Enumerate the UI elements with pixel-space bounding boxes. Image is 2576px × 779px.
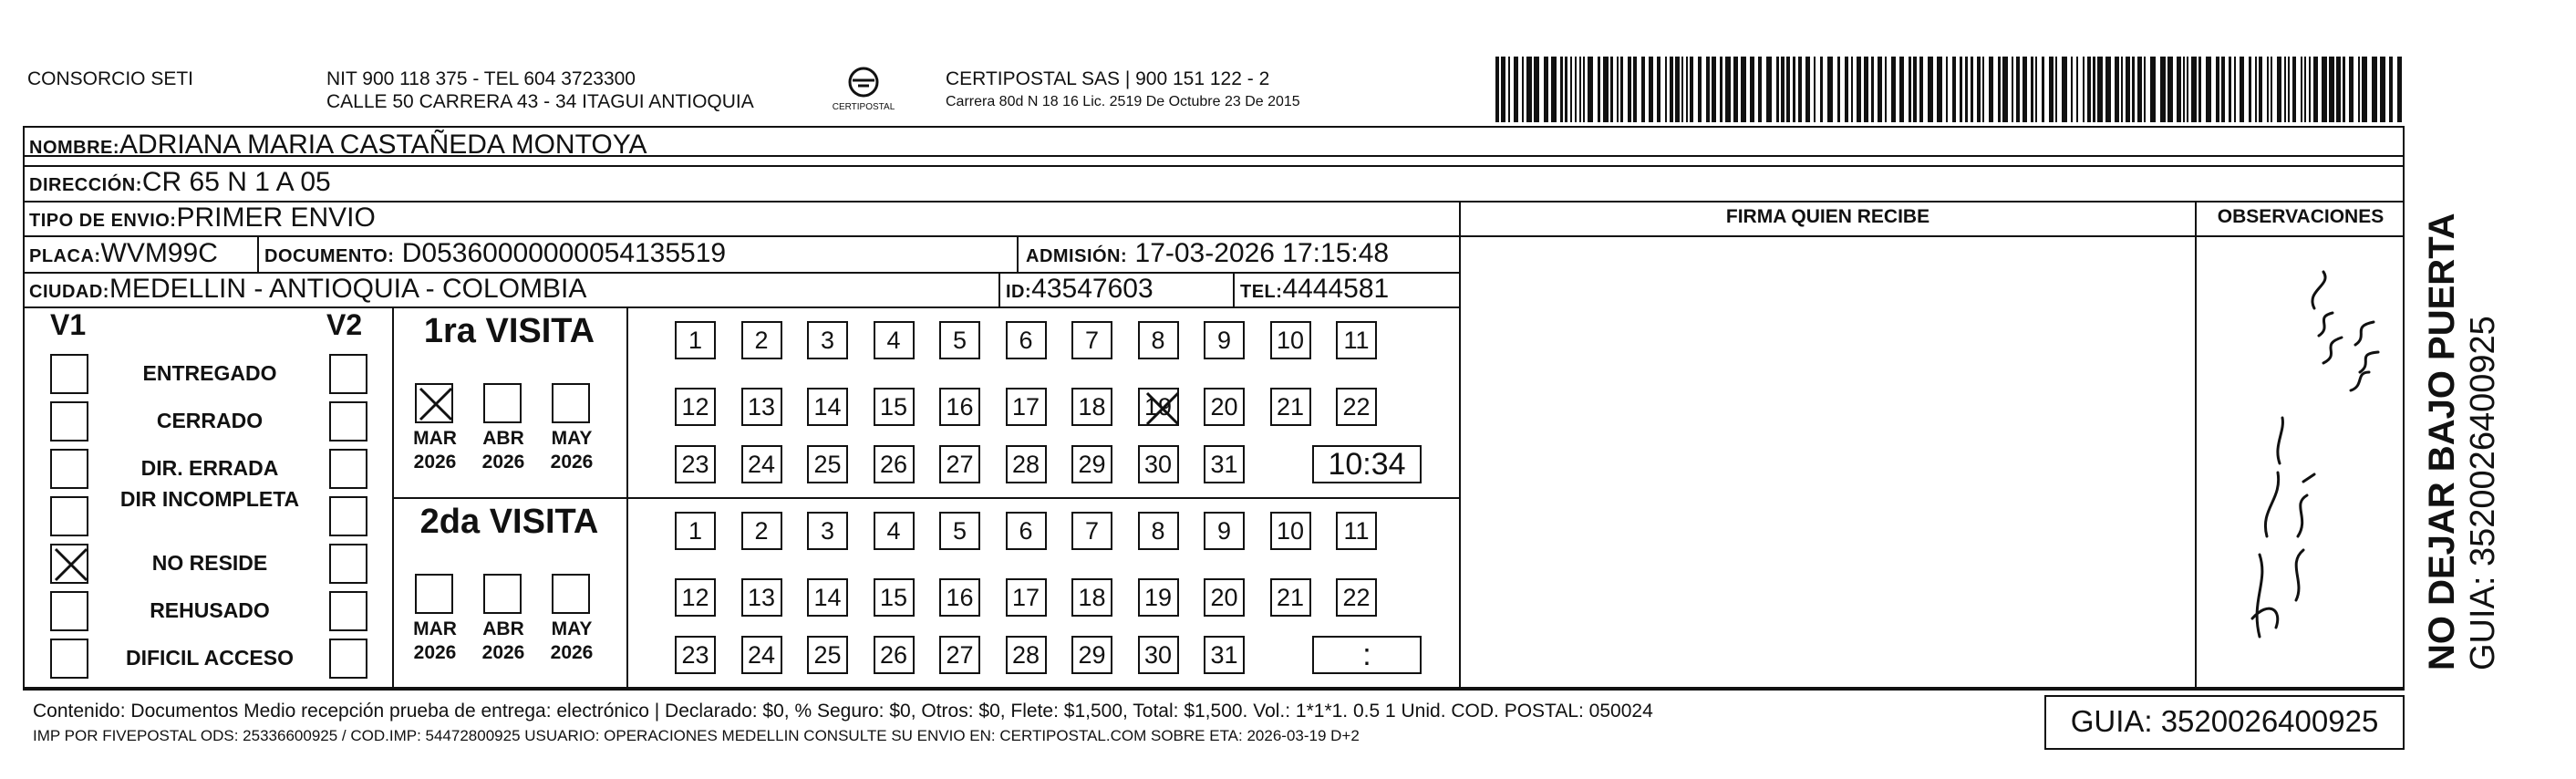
day-cell[interactable]: 5 bbox=[939, 512, 980, 550]
month-checkbox[interactable] bbox=[415, 383, 453, 423]
v2-label: V2 bbox=[326, 308, 363, 341]
nit-line: NIT 900 118 375 - TEL 604 3723300 bbox=[326, 68, 636, 89]
direccion-label: DIRECCIÓN: bbox=[29, 175, 142, 195]
status-label: DIR. ERRADA bbox=[140, 456, 279, 480]
day-cell[interactable]: 13 bbox=[741, 388, 782, 426]
direccion-value: CR 65 N 1 A 05 bbox=[141, 167, 331, 197]
contenido-line: Contenido: Documentos Medio recepción prueba de entrega: electrónico | Declarado: $0, % Seguro: $0, Otros: $0, Flete: $1,500, Total: $1,500. Vol.: 1*1*1. 0.5 1 Unid. COD. POSTAL: 050024 bbox=[33, 701, 1653, 722]
day-cell[interactable]: 9 bbox=[1204, 512, 1245, 550]
visit-title: 2da VISITA bbox=[419, 503, 599, 541]
day-cell[interactable]: 10 bbox=[1270, 321, 1311, 359]
day-cell[interactable]: 2 bbox=[741, 512, 782, 550]
year-label: 2026 bbox=[550, 642, 594, 663]
day-cell[interactable]: 11 bbox=[1336, 512, 1377, 550]
day-cell[interactable]: 25 bbox=[807, 636, 848, 674]
day-cell[interactable]: 17 bbox=[1006, 578, 1047, 617]
v1-label: V1 bbox=[50, 308, 87, 341]
side-text bbox=[2421, 213, 2503, 670]
month-label: MAR bbox=[413, 618, 457, 639]
day-cell[interactable]: 7 bbox=[1071, 512, 1112, 550]
license-line: Carrera 80d N 18 16 Lic. 2519 De Octubre 23 De 2015 bbox=[946, 94, 1300, 109]
year-label: 2026 bbox=[413, 452, 457, 473]
documento-row bbox=[264, 238, 726, 272]
day-cell[interactable]: 19 bbox=[1138, 578, 1179, 617]
day-cell[interactable]: 28 bbox=[1006, 445, 1047, 483]
day-cell[interactable]: 9 bbox=[1204, 321, 1245, 359]
day-cell[interactable]: 16 bbox=[939, 578, 980, 617]
v1-checkbox[interactable] bbox=[50, 591, 88, 631]
tel-value: 4444581 bbox=[1282, 274, 1390, 304]
day-cell[interactable]: 29 bbox=[1071, 445, 1112, 483]
day-cell[interactable]: 24 bbox=[741, 636, 782, 674]
month-label: MAY bbox=[551, 618, 593, 639]
day-cell[interactable]: 21 bbox=[1270, 388, 1311, 426]
ciudad-value: MEDELLIN - ANTIOQUIA - COLOMBIA bbox=[109, 274, 587, 304]
day-cell[interactable]: 2 bbox=[741, 321, 782, 359]
direccion-row bbox=[29, 167, 331, 201]
tipo-label: TIPO DE ENVIO: bbox=[29, 211, 177, 231]
year-label: 2026 bbox=[413, 642, 457, 663]
day-cell[interactable]: 15 bbox=[874, 578, 915, 617]
v1-checkbox[interactable] bbox=[50, 354, 88, 394]
day-cell[interactable]: 4 bbox=[874, 512, 915, 550]
nombre-row bbox=[29, 130, 647, 163]
placa-row bbox=[29, 238, 218, 272]
certipostal-logo bbox=[825, 64, 902, 115]
id-value: 43547603 bbox=[1031, 274, 1154, 304]
guia-footer: GUIA: 3520026400925 bbox=[2070, 704, 2379, 738]
day-cell[interactable]: 4 bbox=[874, 321, 915, 359]
day-cell[interactable]: 27 bbox=[939, 636, 980, 674]
admision-row bbox=[1026, 238, 1389, 272]
nombre-label: NOMBRE: bbox=[29, 138, 120, 158]
day-cell[interactable]: 7 bbox=[1071, 321, 1112, 359]
day-cell[interactable]: 27 bbox=[939, 445, 980, 483]
tel-row bbox=[1240, 274, 1389, 307]
v2-checkbox[interactable] bbox=[329, 449, 367, 489]
day-cell[interactable]: 11 bbox=[1336, 321, 1377, 359]
status-label: CERRADO bbox=[156, 409, 264, 432]
observaciones-label: OBSERVACIONES bbox=[2217, 206, 2385, 227]
svg-text:CERTIPOSTAL: CERTIPOSTAL bbox=[832, 102, 895, 112]
status-label: REHUSADO bbox=[150, 598, 270, 622]
month-label: ABR bbox=[482, 618, 524, 639]
day-cell[interactable]: 30 bbox=[1138, 445, 1179, 483]
v1-checkbox[interactable] bbox=[50, 639, 88, 679]
day-cell[interactable]: 8 bbox=[1138, 321, 1179, 359]
month-label: MAY bbox=[551, 428, 593, 449]
tel-label: TEL: bbox=[1240, 282, 1283, 302]
day-cell[interactable]: 29 bbox=[1071, 636, 1112, 674]
v2-checkbox[interactable] bbox=[329, 591, 367, 631]
v1-checkbox[interactable] bbox=[50, 544, 88, 584]
month-label: ABR bbox=[482, 428, 524, 449]
day-cell[interactable]: 31 bbox=[1204, 445, 1245, 483]
status-label: NO RESIDE bbox=[151, 551, 268, 575]
v1-checkbox[interactable] bbox=[50, 496, 88, 536]
v2-checkbox[interactable] bbox=[329, 496, 367, 536]
day-cell[interactable]: 12 bbox=[675, 578, 716, 617]
placa-label: PLACA: bbox=[29, 246, 101, 266]
year-label: 2026 bbox=[550, 452, 594, 473]
day-cell[interactable]: 17 bbox=[1006, 388, 1047, 426]
v1-checkbox[interactable] bbox=[50, 401, 88, 441]
day-cell[interactable]: 3 bbox=[807, 321, 848, 359]
day-cell[interactable]: 20 bbox=[1204, 578, 1245, 617]
day-cell[interactable]: 5 bbox=[939, 321, 980, 359]
visit-time[interactable]: : bbox=[1312, 636, 1422, 674]
documento-label: DOCUMENTO: bbox=[264, 246, 395, 266]
month-checkbox[interactable] bbox=[552, 383, 590, 423]
day-cell[interactable]: 21 bbox=[1270, 578, 1311, 617]
day-cell[interactable]: 10 bbox=[1270, 512, 1311, 550]
imp-line: IMP POR FIVEPOSTAL ODS: 25336600925 / COD.IMP: 54472800925 USUARIO: OPERACIONES MEDELLIN CONSULTE SU ENVIO EN: CERTIPOSTAL.COM SOBRE ETA: 2026-03-19 D+2 bbox=[33, 727, 1360, 744]
day-cell[interactable]: 13 bbox=[741, 578, 782, 617]
day-cell[interactable]: 1 bbox=[675, 321, 716, 359]
day-cell[interactable]: 24 bbox=[741, 445, 782, 483]
day-cell[interactable]: 18 bbox=[1071, 578, 1112, 617]
day-cell[interactable]: 31 bbox=[1204, 636, 1245, 674]
day-cell[interactable]: 26 bbox=[874, 445, 915, 483]
v2-checkbox[interactable] bbox=[329, 544, 367, 584]
month-checkbox[interactable] bbox=[415, 574, 453, 614]
day-cell[interactable]: 8 bbox=[1138, 512, 1179, 550]
company-name: CONSORCIO SETI bbox=[27, 68, 194, 89]
year-label: 2026 bbox=[481, 642, 525, 663]
day-cell[interactable]: 14 bbox=[807, 388, 848, 426]
admision-value: 17-03-2026 17:15:48 bbox=[1134, 238, 1390, 268]
v2-checkbox[interactable] bbox=[329, 639, 367, 679]
admision-label: ADMISIÓN: bbox=[1026, 246, 1128, 266]
barcode bbox=[1495, 57, 2407, 122]
day-cell[interactable]: 22 bbox=[1336, 388, 1377, 426]
tipo-row bbox=[29, 203, 376, 236]
month-checkbox[interactable] bbox=[483, 383, 522, 423]
v1-checkbox[interactable] bbox=[50, 449, 88, 489]
visit-title: 1ra VISITA bbox=[423, 312, 595, 350]
ciudad-label: CIUDAD: bbox=[29, 282, 109, 302]
day-cell[interactable]: 16 bbox=[939, 388, 980, 426]
day-cell[interactable]: 6 bbox=[1006, 321, 1047, 359]
carrier-line: CERTIPOSTAL SAS | 900 151 122 - 2 bbox=[946, 68, 1270, 89]
day-cell[interactable]: 20 bbox=[1204, 388, 1245, 426]
status-label: DIFICIL ACCESO bbox=[125, 646, 294, 670]
day-cell[interactable]: 3 bbox=[807, 512, 848, 550]
day-cell[interactable]: 18 bbox=[1071, 388, 1112, 426]
visit-time[interactable]: 10:34 bbox=[1312, 445, 1422, 483]
month-checkbox[interactable] bbox=[483, 574, 522, 614]
no-dejar-warning: NO DEJAR BAJO PUERTA bbox=[2422, 213, 2462, 670]
status-label: ENTREGADO bbox=[142, 361, 277, 385]
day-cell[interactable]: 19 bbox=[1138, 388, 1179, 426]
day-cell[interactable]: 26 bbox=[874, 636, 915, 674]
day-cell[interactable]: 23 bbox=[675, 636, 716, 674]
nombre-value: ADRIANA MARIA CASTAÑEDA MONTOYA bbox=[119, 130, 647, 160]
v2-checkbox[interactable] bbox=[329, 354, 367, 394]
handwritten-note bbox=[2196, 235, 2404, 689]
day-cell[interactable]: 1 bbox=[675, 512, 716, 550]
day-cell[interactable]: 12 bbox=[675, 388, 716, 426]
side-guia: GUIA: 3520026400925 bbox=[2464, 316, 2502, 670]
documento-value: D05360000000054135519 bbox=[401, 238, 727, 268]
day-cell[interactable]: 14 bbox=[807, 578, 848, 617]
day-cell[interactable]: 23 bbox=[675, 445, 716, 483]
placa-value: WVM99C bbox=[100, 238, 218, 268]
id-label: ID: bbox=[1006, 282, 1032, 302]
day-cell[interactable]: 25 bbox=[807, 445, 848, 483]
firma-label: FIRMA QUIEN RECIBE bbox=[1725, 206, 1930, 227]
ciudad-row bbox=[29, 274, 586, 307]
day-cell[interactable]: 30 bbox=[1138, 636, 1179, 674]
year-label: 2026 bbox=[481, 452, 525, 473]
address-line: CALLE 50 CARRERA 43 - 34 ITAGUI ANTIOQUIA bbox=[326, 91, 754, 112]
month-label: MAR bbox=[413, 428, 457, 449]
day-cell[interactable]: 6 bbox=[1006, 512, 1047, 550]
status-label: DIR INCOMPLETA bbox=[119, 487, 300, 511]
day-cell[interactable]: 22 bbox=[1336, 578, 1377, 617]
v2-checkbox[interactable] bbox=[329, 401, 367, 441]
day-cell[interactable]: 28 bbox=[1006, 636, 1047, 674]
id-row bbox=[1006, 274, 1154, 307]
day-cell[interactable]: 15 bbox=[874, 388, 915, 426]
month-checkbox[interactable] bbox=[552, 574, 590, 614]
tipo-value: PRIMER ENVIO bbox=[176, 203, 376, 233]
